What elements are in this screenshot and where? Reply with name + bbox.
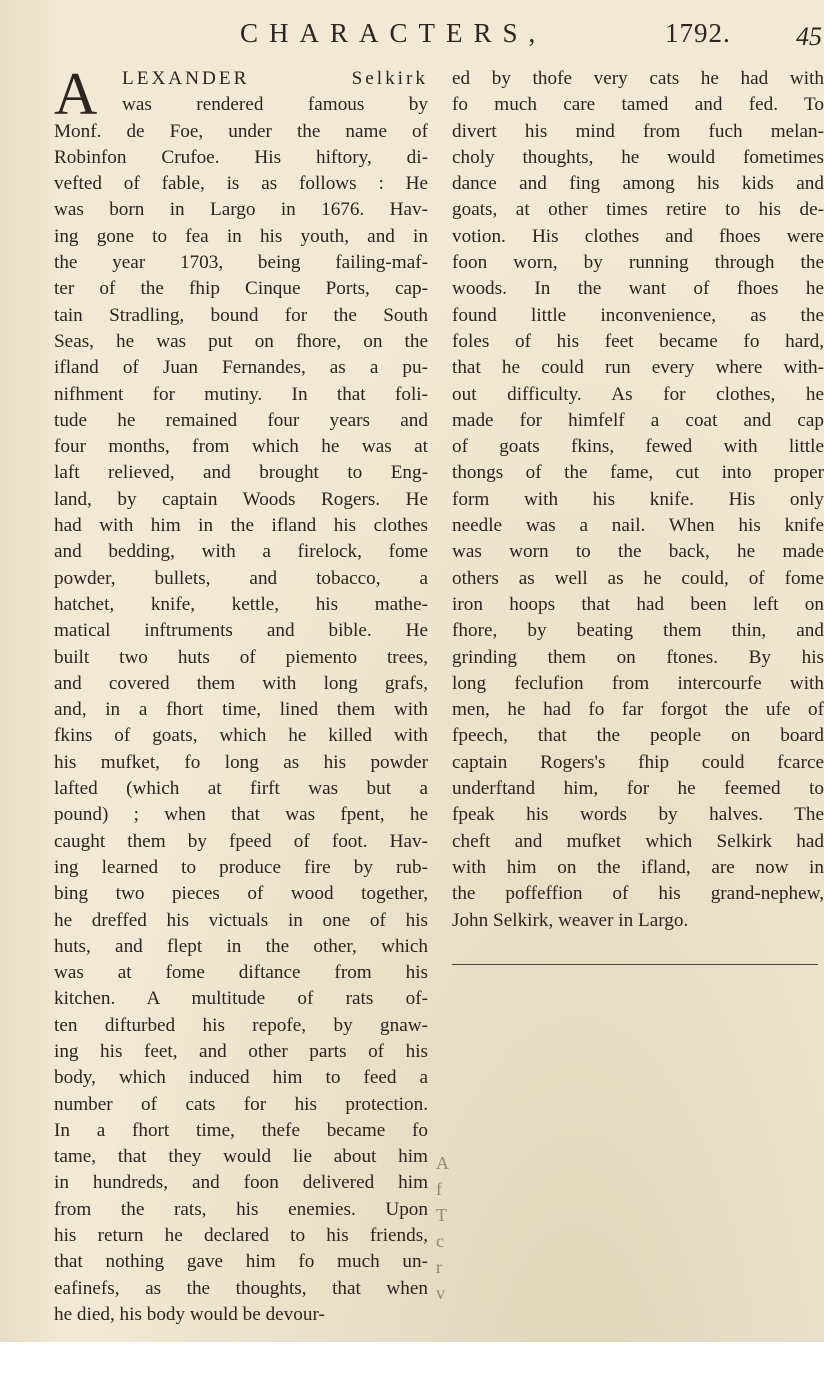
text-line: pound) ; when that was fpent, he [54, 804, 428, 826]
text-line: underftand him, for he feemed to [452, 778, 824, 800]
page-number: 45 [796, 22, 822, 51]
text-line: kitchen. A multitude of rats of- [54, 988, 428, 1010]
text-line: tame, that they would lie about him [54, 1146, 428, 1168]
text-line: LEXANDER Selkirk [122, 68, 428, 89]
show-through-mark: A [436, 1153, 449, 1173]
show-through-mark: r [436, 1257, 442, 1277]
text-line: and covered them with long grafs, [54, 672, 428, 694]
drop-cap: A [54, 61, 98, 127]
text-line: had with him in the ifland his clothes [54, 515, 428, 537]
text-line: ifland of Juan Fernandes, as a pu- [54, 357, 428, 379]
text-line: Robinfon Crufoe. His hiftory, di- [54, 146, 428, 168]
text-line: tude he remained four years and [54, 409, 428, 431]
running-head-year: 1792. [665, 18, 731, 48]
text-line: ter of the fhip Cinque Ports, cap- [54, 278, 428, 300]
section-divider-rule [452, 964, 818, 965]
text-line: needle was a nail. When his knife [452, 515, 824, 537]
text-line: votion. His clothes and fhoes were [452, 225, 824, 247]
text-line: fpeak his words by halves. The [452, 804, 824, 826]
text-line: caught them by fpeed of foot. Hav- [54, 830, 428, 852]
running-head [240, 16, 824, 56]
text-line: with him on the ifland, are now in [452, 856, 824, 878]
text-line: In a fhort time, thefe became fo [54, 1119, 428, 1141]
text-line: huts, and flept in the other, which [54, 935, 428, 957]
text-line: ing gone to fea in his youth, and in [54, 225, 428, 247]
text-line: hatchet, knife, kettle, his mathe- [54, 593, 428, 615]
text-line: was rendered famous by [122, 94, 428, 116]
text-line: tain Stradling, bound for the South [54, 304, 428, 326]
text-line: Monf. de Foe, under the name of [54, 120, 428, 142]
text-line: and, in a fhort time, lined them with [54, 699, 428, 721]
text-line: the year 1703, being failing-maf- [54, 252, 428, 274]
text-line: form with his knife. His only [452, 488, 824, 510]
text-line: fkins of goats, which he killed with [54, 725, 428, 747]
left-column [54, 61, 428, 1328]
text-line: thongs of the fame, cut into proper [452, 462, 824, 484]
text-line: fpeech, that the people on board [452, 725, 824, 747]
text-line: laft relieved, and brought to Eng- [54, 462, 428, 484]
text-line: in hundreds, and foon delivered him [54, 1172, 428, 1194]
text-line: lafted (which at firft was but a [54, 778, 428, 800]
text-line: he died, his body would be devour- [54, 1303, 325, 1325]
text-line: men, he had fo far forgot the ufe of [452, 699, 824, 721]
text-line: from the rats, his enemies. Upon [54, 1198, 428, 1220]
page-bottom-edge [0, 1342, 824, 1381]
text-line: bing two pieces of wood together, [54, 883, 428, 905]
text-line: foon worn, by running through the [452, 252, 824, 274]
text-line: that nothing gave him fo much un- [54, 1251, 428, 1273]
text-line: that he could run every where with- [452, 357, 824, 379]
text-line: made for himfelf a coat and cap [452, 409, 824, 431]
text-line: dance and fing among his kids and [452, 173, 824, 195]
text-line: iron hoops that had been left on [452, 593, 824, 615]
text-line: ing learned to produce fire by rub- [54, 856, 428, 878]
text-line: was born in Largo in 1676. Hav- [54, 199, 428, 221]
text-line: built two huts of piemento trees, [54, 646, 428, 668]
text-line: choly thoughts, he would fometimes [452, 146, 824, 168]
text-line: John Selkirk, weaver in Largo. [452, 909, 689, 931]
text-line: fhore, by beating them thin, and [452, 620, 824, 642]
text-line: nifhment for mutiny. In that foli- [54, 383, 428, 405]
show-through-mark: T [436, 1205, 447, 1225]
text-line: others as well as he could, of fome [452, 567, 824, 589]
text-line: ed by thofe very cats he had with [452, 68, 824, 89]
text-line: and bedding, with a firelock, fome [54, 541, 428, 563]
show-through-marks [436, 1150, 452, 1306]
text-line: matical inftruments and bible. He [54, 620, 428, 642]
text-line: he dreffed his victuals in one of his [54, 909, 428, 931]
text-line: ten difturbed his repofe, by gnaw- [54, 1014, 428, 1036]
text-line: fo much care tamed and fed. To [452, 94, 824, 116]
text-line: was worn to the back, he made [452, 541, 824, 563]
text-line: captain Rogers's fhip could fcarce [452, 751, 824, 773]
text-line: his return he declared to his friends, [54, 1225, 428, 1247]
text-line: his mufket, fo long as his powder [54, 751, 428, 773]
text-line: divert his mind from fuch melan- [452, 120, 824, 142]
show-through-mark: f [436, 1179, 442, 1199]
text-line: foles of his feet became fo hard, [452, 330, 824, 352]
text-line: long feclufion from intercourfe with [452, 672, 824, 694]
text-line: eafinefs, as the thoughts, that when [54, 1277, 428, 1299]
text-line: goats, at other times retire to his de- [452, 199, 824, 221]
text-line: body, which induced him to feed a [54, 1067, 428, 1089]
text-line: cheft and mufket which Selkirk had [452, 830, 824, 852]
text-line: the poffeffion of his grand-nephew, [452, 883, 824, 905]
text-line: found little inconvenience, as the [452, 304, 824, 326]
text-line: land, by captain Woods Rogers. He [54, 488, 428, 510]
text-line: ing his feet, and other parts of his [54, 1040, 428, 1062]
text-line: number of cats for his protection. [54, 1093, 428, 1115]
text-line: grinding them on ftones. By his [452, 646, 824, 668]
text-line: out difficulty. As for clothes, he [452, 383, 824, 405]
text-line: was at fome diftance from his [54, 962, 428, 984]
text-line: of goats fkins, fewed with little [452, 436, 824, 458]
running-head-title: CHARACTERS, [240, 18, 547, 48]
text-line: four months, from which he was at [54, 436, 428, 458]
right-column [452, 66, 824, 934]
text-line: vefted of fable, is as follows : He [54, 173, 428, 195]
show-through-mark: v [436, 1283, 445, 1303]
show-through-mark: c [436, 1231, 444, 1251]
text-line: Seas, he was put on fhore, on the [54, 330, 428, 352]
text-line: powder, bullets, and tobacco, a [54, 567, 428, 589]
text-line: woods. In the want of fhoes he [452, 278, 824, 300]
